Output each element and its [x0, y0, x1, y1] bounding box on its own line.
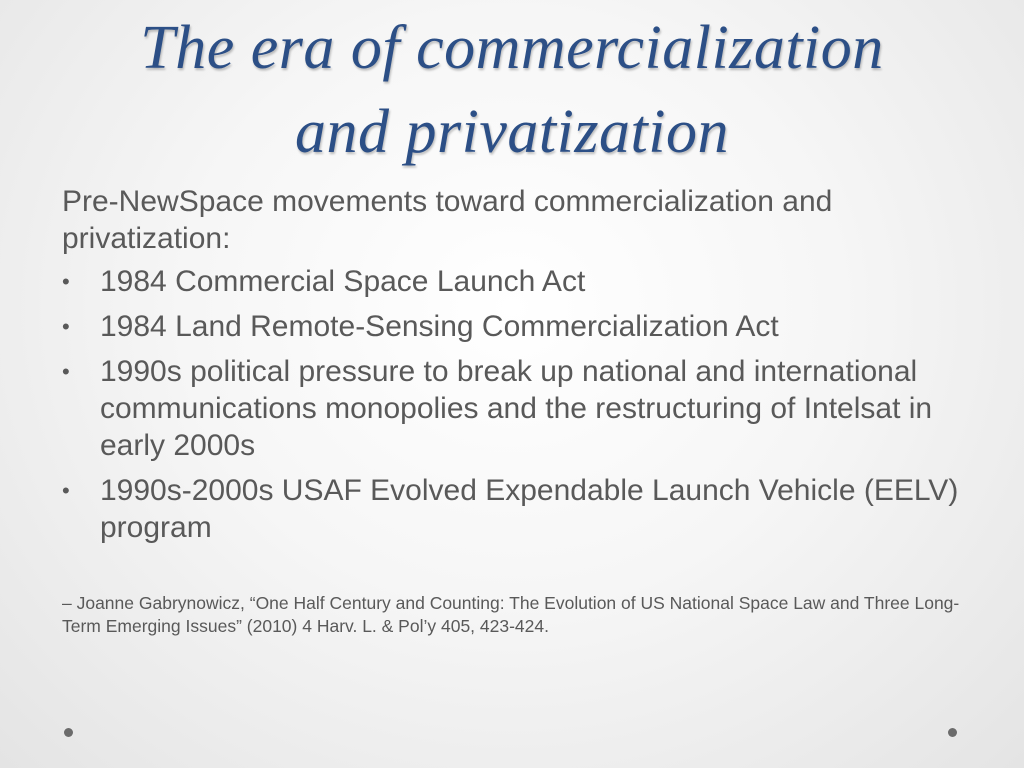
bullet-text: 1990s political pressure to break up national and international communications monopolies and the restructuring of Intelsat in early 2000s — [100, 355, 933, 462]
slide-title-line-1: The era of commercialization — [140, 14, 884, 82]
citation-text: – Joanne Gabrynowicz, “One Half Century and Counting: The Evolution of US National Space Law and Three Long-Term Emerging Issues” (2010) 4 Harv. L. & Pol’y 405, 423-424. — [62, 593, 960, 636]
bullet-dot-icon: • — [62, 478, 70, 503]
corner-dot-right-icon — [948, 728, 957, 737]
bullet-text: 1984 Commercial Space Launch Act — [100, 265, 586, 298]
bullet-dot-icon: • — [62, 269, 70, 294]
bullet-text: 1984 Land Remote-Sensing Commercialization Act — [100, 310, 779, 343]
bullet-dot-icon: • — [62, 314, 70, 339]
bullet-item — [62, 263, 982, 300]
bullet-dot-icon: • — [62, 359, 70, 384]
corner-dot-left-icon — [64, 728, 73, 737]
bullet-text: 1990s-2000s USAF Evolved Expendable Launch Vehicle (EELV) program — [100, 474, 959, 544]
bullet-list — [62, 263, 982, 546]
intro-text: Pre-NewSpace movements toward commercialization and privatization: — [62, 185, 833, 255]
slide-title — [0, 6, 1024, 174]
bullet-item — [62, 353, 982, 464]
bullet-item — [62, 308, 982, 345]
bullet-item — [62, 472, 982, 546]
slide-title-line-2: and privatization — [295, 98, 729, 166]
slide-body — [62, 183, 982, 554]
